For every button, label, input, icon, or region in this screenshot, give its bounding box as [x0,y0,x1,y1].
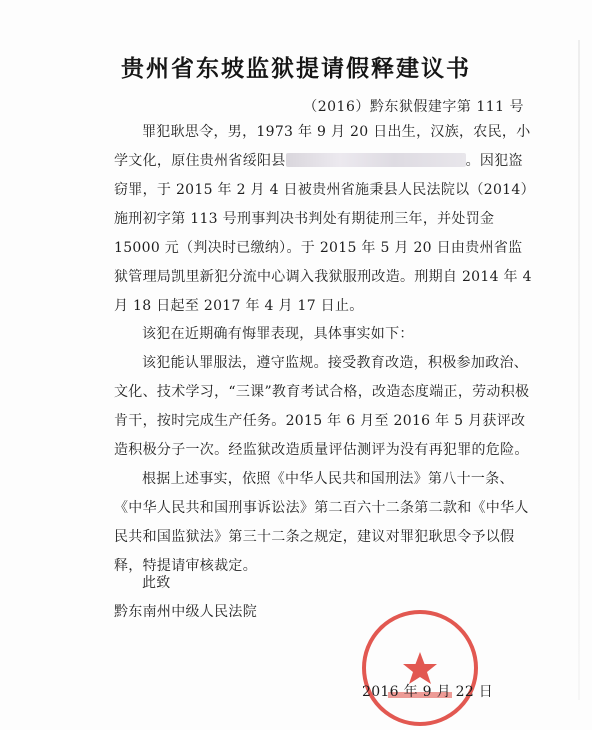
paragraph-offender-info [114,118,534,321]
legal-basis-text: 根据上述事实，依照《中华人民共和国刑法》第八十一条、《中华人民共和国刑事诉讼法》第二百六十二条第二款和《中华人民共和国监狱法》第三十二条之规定，建议对罪犯耿思令予以假释，特提请审核裁定。 [114,471,529,574]
offender-info-text-b: 。因犯盗窃罪，于 2015 年 2 月 4 日被贵州省施秉县人民法院以（2014）施刑初字第 113 号刑事判决书判处有期徒刑三年，并处罚金 15000 元（判决时已缴纳）。于 2015 年 5 月 20 日由贵州省监狱管理局凯里新犯分流中心调入我狱服刑改造。刑期自 2014 年 4 月 18 日起至 2017 年 4 月 17 日止。 [114,153,532,314]
offender-info-text-a: 罪犯耿思令，男，1973 年 9 月 20 日出生，汉族，农民，小学文化，原住贵州省绥阳县 [114,124,531,169]
paragraph-remorse [114,320,534,349]
redacted-address [286,153,466,167]
document-title: 贵州省东坡监狱提请假释建议书 [121,55,471,82]
official-seal-stamp [358,606,482,730]
remorse-text: 该犯在近期确有悔罪表现，具体事实如下： [142,326,414,342]
paragraph-facts [114,349,534,465]
page-edge-shadow [578,40,580,700]
paragraph-legal-basis [114,465,534,581]
closing-salutation: 此致 [142,575,171,591]
document-number: （2016）黔东狱假建字第 111 号 [303,99,524,115]
document-date: 2016 年 9 月 22 日 [362,684,494,700]
recipient-court: 黔东南州中级人民法院 [114,604,257,620]
facts-text: 该犯能认罪服法，遵守监规。接受教育改造，积极参加政治、文化、技术学习，“三课”教育考试合格，改造态度端正，劳动积极肯干，按时完成生产任务。2015 年 6 月至 2016 年 5 月获评改造积极分子一次。经监狱改造质量评估测评为没有再犯罪的危险。 [114,355,530,458]
